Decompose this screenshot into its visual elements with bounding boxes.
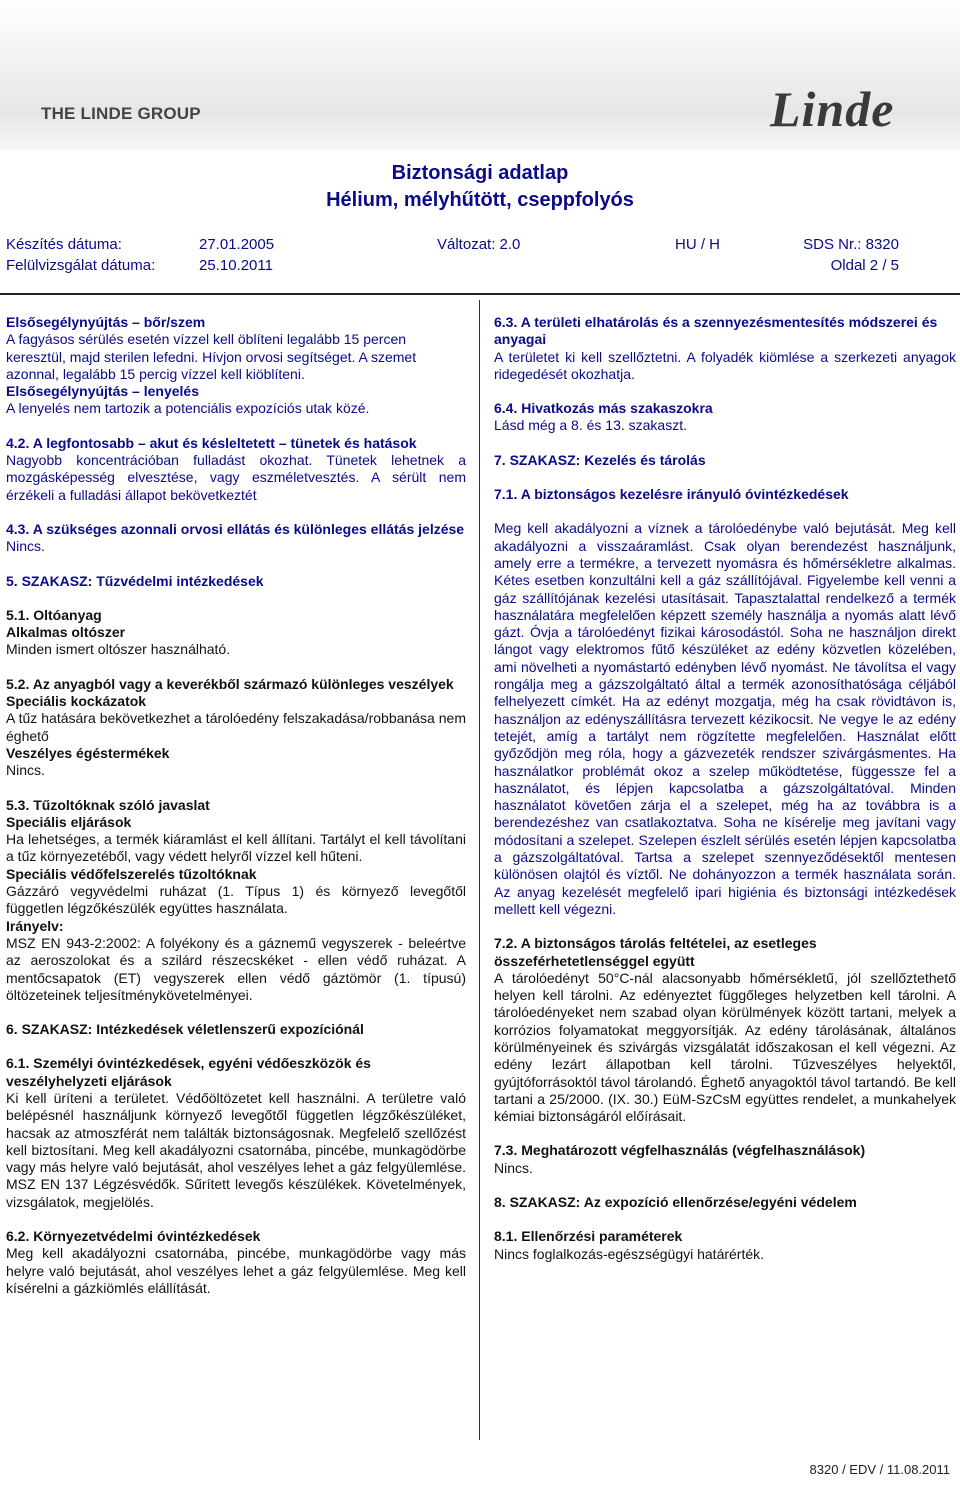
language-code: HU / H: [675, 236, 720, 253]
left-column: [6, 314, 466, 1297]
ingestion-text: A lenyelés nem tartozik a potenciális expozíciós utak közé.: [6, 400, 370, 417]
section-6-2-heading: 6.2. Környezetvédelmi óvintézkedések: [6, 1228, 261, 1245]
section-5-3-text-3: MSZ EN 943-2:2002: A folyékony és a gáznemű vegyszerek - beleértve az aeroszolokat és a szilárd részecskéket - ellen védő ruházat. A mentőcsapatok (ET) vegyszerek ellen védő gáztömör (1. típusú) öltözeteinek teljesítménykövetelményei.: [6, 934, 466, 1003]
section-4-2-heading: 4.2. A legfontosabb – akut és késleltetett – tünetek és hatások: [6, 434, 417, 451]
section-7-heading: 7. SZAKASZ: Kezelés és tárolás: [494, 451, 706, 468]
section-8-heading: 8. SZAKASZ: Az expozíció ellenőrzése/egyéni védelem: [494, 1194, 857, 1211]
section-6-3-heading: 6.3. A területi elhatárolás és a szennyezésmentesítés módszerei és anyagai: [494, 314, 938, 348]
group-name: THE LINDE GROUP: [41, 104, 201, 123]
skin-text: A fagyásos sérülés esetén vízzel kell öblíteni legalább 15 percen keresztül, majd sterilen lefedni. Hívjon orvosi segítséget. A szemet azonnal, legalább 15 percig vízzel kell kiöblíteni.: [6, 331, 417, 382]
revised-label: Felülvizsgálat dátuma:: [6, 257, 156, 274]
section-8-1-heading: 8.1. Ellenőrzési paraméterek: [494, 1228, 683, 1245]
section-7-1-text: Meg kell akadályozni a víznek a tárolóedénybe való bejutását. Meg kell akadályozni a visszaáramlást. Csak olyan berendezést használjunk, amely erre a termékre, a tervezett nyomásra és hőmérsékletre alkalmas. Kétes esetben konzultálni kell a gáz szállítójával. Figyelembe kell venni a gáz szállítójának kezelési utasításait. Tapasztalattal rendelkező a termék használatára megfelelően képzett személy használja a nyomás alatt lévő gázt. Óvja a tárolóedényt fizikai károsodástól. Soha ne használjon direkt lángot vagy elektromos fűtő készüléket az edény közvetlen közelében, ami növelheti a nyomástartó edényben lévő nyomást. Ne távolítsa el vagy rongálja meg a gázszolgáltató által a termék azonosíthatósága céljából felhelyezett címkét. Ha az edényt mozgatja, még ha csak rövidtávon is, használjon az edényszállításra tervezett kézikocsit. Ne vegye le az edény tetejét, amíg a tartályt nem rögzítette megfelelően. Használat előtt győződjön meg róla, hogy a gázvezeték rendszer szivárgásmentes. Ha használatkor problémát okoz a szelep működtetése, függessze fel a használatot, és lépjen kapcsolatba a gázszolgáltatóval. Minden használatot követően zárja el a szelepet, még ha az továbbra is a berendezéshez van csatlakoztatva. Soha ne kísérelje meg javítani vagy módosítani a szelepet. Szelepen észlelt sérülés esetén lépjen kapcsolatba a gázszolgáltatóval. Tartsa a szelepet szennyeződésektől mentesen különösen olajtól és víztől. Ne dohányozzon a termék használata során. Az anyag kezelését megfelelő ipari higiénia és biztonsági intézkedések mellett kell végezni.: [494, 520, 956, 917]
section-5-1-subheading: Alkalmas oltószer: [6, 624, 126, 641]
section-5-3-text-1: Ha lehetséges, a termék kiáramlást el kell állítani. Tartályt el kell távolítani a tűz környezetéből, vagy védett helyről vízzel kell hűteni.: [6, 831, 466, 865]
skin-heading: Elsősegélynyújtás – bőr/szem: [6, 314, 206, 330]
section-5-1-heading: 5.1. Oltóanyag: [6, 606, 102, 623]
section-6-1-heading: 6.1. Személyi óvintézkedések, egyéni védőeszközök és veszélyhelyzeti eljárások: [6, 1055, 371, 1089]
document-meta: [6, 236, 899, 278]
revised-date: 25.10.2011: [199, 257, 273, 274]
section-6-1-text: Ki kell üríteni a területet. Védőöltözetet kell használni. A területre való belépésnél használjunk környező levegőtől független légzőkészüléket, hacsak az atmoszférát nem találták biztonságosnak. Megfelelő szellőzést kell biztosítani. Meg kell akadályozni csatornába, pincébe, munkagödörbe vagy más helyre való bejutását, ahol veszélyes lehet a gáz felgyülemlése. MSZ EN 137 Légzésvédők. Sűrített levegős készülékek. Követelmények, vizsgálatok, megjelölés.: [6, 1089, 466, 1210]
section-5-3-subheading-2: Speciális védőfelszerelés tűzoltóknak: [6, 865, 257, 882]
section-6-4-text: Lásd még a 8. és 13. szakaszt.: [494, 417, 687, 434]
sds-number: SDS Nr.: 8320: [803, 236, 899, 253]
section-5-3-subheading-1: Speciális eljárások: [6, 813, 132, 830]
section-4-2-text: Nagyobb koncentrációban fulladást okozhat. Tünetek lehetnek a mozgásképesség elvesztése, vagy eszméletvesztés. A sérült nem érzékeli a fulladási állapot bekövetkeztét: [6, 452, 466, 503]
section-5-heading: 5. SZAKASZ: Tűzvédelmi intézkedések: [6, 572, 264, 589]
version: Változat: 2.0: [437, 236, 521, 253]
section-6-3-text: A területet ki kell szellőztetni. A folyadék kiömlése a szerkezeti anyagok ridegedését okozhatja.: [494, 348, 956, 382]
product-name: Hélium, mélyhűtött, cseppfolyós: [326, 189, 634, 211]
column-divider: [479, 300, 480, 1440]
section-5-2-subheading-2: Veszélyes égéstermékek: [6, 744, 170, 761]
right-column: [494, 314, 956, 1263]
page-number: Oldal 2 / 5: [830, 257, 899, 274]
ingestion-heading: Elsősegélynyújtás – lenyelés: [6, 383, 199, 400]
section-5-2-subheading-1: Speciális kockázatok: [6, 693, 147, 710]
section-5-1-text: Minden ismert oltószer használható.: [6, 641, 231, 658]
section-6-2-text: Meg kell akadályozni csatornába, pincébe, munkagödörbe vagy más helyre való bejutását, ahol veszélyes lehet a gáz felgyülemlése. Meg kell kísérelni a gázkiömlés elállítását.: [6, 1245, 466, 1296]
prepared-label: Készítés dátuma:: [6, 236, 122, 253]
document-titles: [0, 160, 960, 214]
section-8-1-text: Nincs foglalkozás-egészségügyi határérték.: [494, 1245, 765, 1262]
prepared-date: 27.01.2005: [199, 236, 275, 253]
section-6-heading: 6. SZAKASZ: Intézkedések véletlenszerű expozíciónál: [6, 1021, 364, 1038]
section-5-3-text-2: Gázzáró vegyvédelmi ruházat (1. Típus 1) és környező levegőtől független légzőkészülék együttes használata.: [6, 883, 466, 917]
document-title: Biztonsági adatlap: [391, 162, 569, 184]
section-5-2-text-1: A tűz hatására bekövetkezhet a tárolóedény felszakadása/robbanása nem éghető: [6, 710, 466, 744]
linde-logo: Linde: [770, 81, 895, 137]
section-4-3-text: Nincs.: [6, 538, 45, 555]
section-6-4-heading: 6.4. Hivatkozás más szakaszokra: [494, 400, 713, 417]
section-4-3-heading: 4.3. A szükséges azonnali orvosi ellátás és különleges ellátás jelzése: [6, 520, 465, 537]
header-rule: [0, 293, 960, 295]
section-7-2-heading: 7.2. A biztonságos tárolás feltételei, az esetleges összeférhetetlenséggel együtt: [494, 935, 817, 969]
section-7-3-heading: 7.3. Meghatározott végfelhasználás (végfelhasználások): [494, 1142, 866, 1159]
section-7-2-text: A tárolóedényt 50°C-nál alacsonyabb hőmérsékletű, jól szellőztethető helyen kell tárolni. Az edényeztet függőleges helyzetben kell tárolni. A tárolóedényeket nem szabad olyan körülmények között tartani, melyek a korrózios folyamatokat meggyorsítják. Az edény tárolásának, általános körülményeinek és szivárgás vizsgálatát időszakosan el kell végezni. Az edény lezárt állapotban kell tárolni. Tűzveszélyes helyektől, gyújtóforrásoktól távol tárolandó. Éghető anyagoktól távol tartandó. Be kell tartani a 25/2000. (IX. 30.) EüM-SzCsM együttes rendelet, a munkahelyek kémiai biztonságáról előírásait.: [494, 969, 956, 1125]
section-5-3-subheading-3: Irányelv:: [6, 917, 64, 934]
section-5-2-text-2: Nincs.: [6, 762, 45, 779]
footer-reference: 8320 / EDV / 11.08.2011: [809, 1462, 950, 1477]
section-5-2-heading: 5.2. Az anyagból vagy a keverékből származó különleges veszélyek: [6, 675, 454, 692]
section-7-3-text: Nincs.: [494, 1159, 533, 1176]
section-7-1-heading: 7.1. A biztonságos kezelésre irányuló óvintézkedések: [494, 486, 849, 503]
section-5-3-heading: 5.3. Tűzoltóknak szóló javaslat: [6, 796, 210, 813]
